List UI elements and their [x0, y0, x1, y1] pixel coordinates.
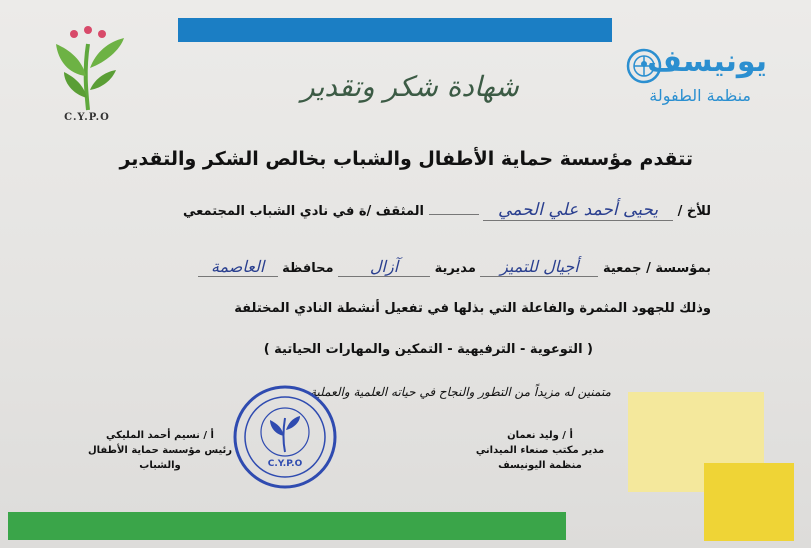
- org-prefix: بمؤسسة / جمعية: [602, 261, 711, 276]
- governorate-label: محافظة: [282, 261, 334, 276]
- recipient-name: يحيى أحمد علي الحمي: [498, 200, 659, 220]
- recipient-line: [183, 200, 711, 221]
- official-stamp-icon: [230, 382, 340, 492]
- recipient-name-field: [483, 200, 673, 221]
- wishes-line: متمنين له مزيداً من التطور والنجاح في حياته العلمية والعملية: [310, 385, 611, 399]
- signature-right-org: منظمة اليونيسف: [498, 460, 582, 471]
- district-value: آزال: [369, 257, 399, 276]
- signature-right: [460, 428, 620, 473]
- org-association: أجيال للتميز: [500, 257, 579, 276]
- recipient-blank: [429, 214, 479, 215]
- signature-right-title: مدير مكتب صنعاء الميداني: [475, 445, 605, 456]
- governorate-value: العاصمة: [210, 257, 265, 276]
- cypo-label: C.Y.P.O: [64, 112, 110, 123]
- district-label: مديرية: [434, 261, 476, 276]
- signature-right-name: أ / وليد نعمان: [507, 430, 573, 441]
- intro-line: تتقدم مؤسسة حماية الأطفال والشباب بخالص الشكر والتقدير: [119, 148, 693, 170]
- bottom-green-bar: [8, 512, 566, 540]
- effort-line: وذلك للجهود المثمرة والفاعلة التي بذلها في تفعيل أنشطة النادي المختلفة: [234, 301, 711, 316]
- unicef-subtitle: منظمة الطفولة: [649, 86, 751, 105]
- org-association-field: [480, 257, 598, 277]
- unicef-name: يونيسف: [647, 44, 767, 79]
- stamp-label: C.Y.P.O: [267, 459, 303, 469]
- signature-left-title: رئيس مؤسسة حماية الأطفال والشباب: [87, 445, 233, 471]
- governorate-field: [198, 257, 278, 277]
- certificate-title: شهادة شكر وتقدير: [301, 70, 519, 103]
- top-blue-bar: [178, 18, 612, 42]
- recipient-role: المثقف /ة في نادي الشباب المجتمعي: [182, 204, 424, 219]
- yellow-square-dark: [704, 463, 794, 541]
- district-field: [338, 257, 430, 277]
- signature-left: [80, 428, 240, 473]
- organization-line: [198, 257, 711, 277]
- signature-left-name: أ / نسيم أحمد المليكي: [106, 430, 214, 441]
- activities-line: ( التوعوية - الترفيهية - التمكين والمهارات الحياتية ): [263, 342, 593, 357]
- recipient-prefix: للأخ /: [677, 204, 711, 219]
